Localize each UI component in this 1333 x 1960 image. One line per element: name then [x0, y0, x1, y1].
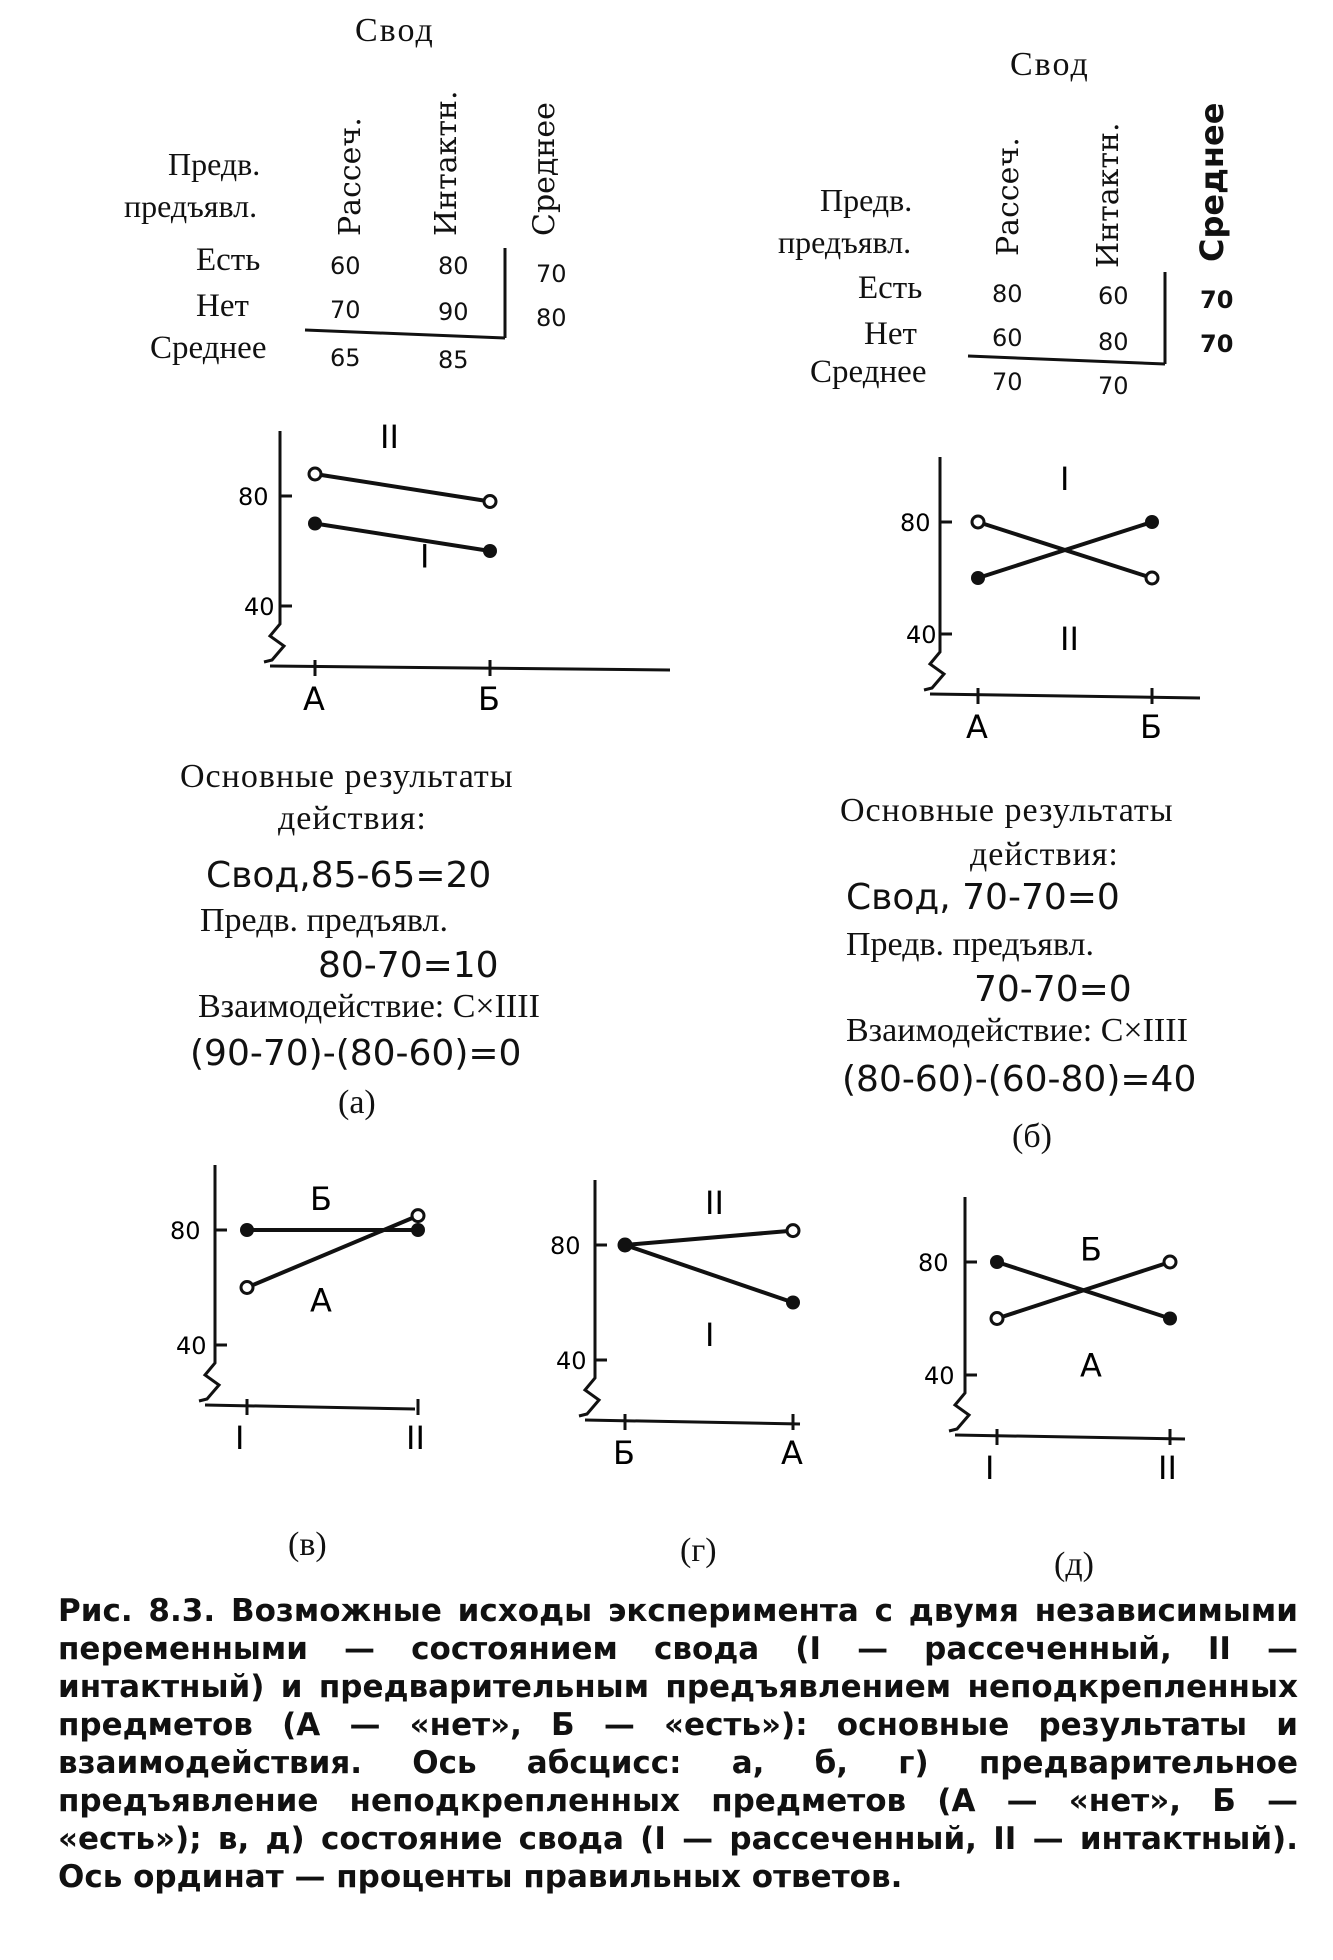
- chart-d-ytick-label-40: 40: [924, 1362, 955, 1390]
- chart-d-series-1-point-0: [991, 1313, 1003, 1325]
- chart-a-x-axis: [270, 666, 670, 670]
- chart-b-category-0: А: [966, 708, 988, 746]
- chart-a-series-0-point-1: [484, 496, 496, 508]
- table-a-row1-mean: 70: [536, 260, 567, 288]
- chart-b-series-1-point-0: [972, 516, 984, 528]
- chart-g-category-1: А: [781, 1434, 803, 1472]
- table-a-row2-v2: 90: [438, 298, 469, 326]
- results-b-line-4: Взаимодействие: C×IIII: [846, 1012, 1188, 1049]
- table-b-row2-v2: 80: [1098, 328, 1129, 356]
- panel-v-label: (в): [288, 1526, 327, 1563]
- chart-v-x-axis: [205, 1405, 415, 1409]
- table-b-col-intaktn: Интактн.: [1091, 122, 1126, 268]
- table-b-row2-v1: 60: [992, 324, 1023, 352]
- table-b-rowhdr-1: Предв.: [820, 182, 913, 218]
- figure-caption: [58, 1592, 1298, 1896]
- chart-v-series-1-point-1: [412, 1210, 424, 1222]
- chart-g-series-0-label: II: [705, 1183, 724, 1222]
- results-b-line-3: 70-70=0: [974, 969, 1132, 1010]
- table-b-mean-label: Среднее: [810, 354, 927, 390]
- chart-v-series-0-point-0: [240, 1223, 254, 1237]
- chart-a-series-1-point-0: [308, 517, 322, 531]
- chart-g-series-1-point-0: [618, 1238, 632, 1252]
- chart-b-x-axis: [930, 694, 1200, 698]
- chart-g-ytick-label-40: 40: [556, 1347, 587, 1375]
- chart-a-ytick-label-80: 80: [238, 483, 269, 511]
- chart-g-y-axis: [579, 1180, 599, 1416]
- table-a-col-mean: Среднее: [527, 102, 562, 236]
- panel-g-label: (г): [680, 1532, 717, 1569]
- chart-b-series-1-label: II: [1060, 620, 1079, 658]
- table-a-col-rassech: Рассеч.: [333, 117, 368, 236]
- chart-b-y-axis: [924, 457, 944, 690]
- table-a-mean-label: Среднее: [150, 330, 267, 366]
- chart-v-y-axis: [199, 1165, 219, 1401]
- chart-g-series-0-line: [625, 1231, 793, 1245]
- chart-v-series-1-line: [247, 1216, 418, 1288]
- chart-b-series-1-point-1: [1146, 572, 1158, 584]
- chart-d-series-1-label: А: [1080, 1346, 1102, 1385]
- chart-d-x-axis: [955, 1435, 1185, 1439]
- chart-b-series-0-point-1: [1145, 515, 1159, 529]
- table-a-rowhdr-1: Предв.: [168, 146, 261, 182]
- chart-d-series-0-point-1: [1163, 1312, 1177, 1326]
- chart-g-category-0: Б: [613, 1434, 635, 1472]
- chart-v-category-1: II: [406, 1419, 425, 1457]
- table-a-mean-v1: 65: [330, 344, 361, 372]
- chart-d-category-1: II: [1158, 1449, 1177, 1487]
- chart-a-series-1-label: I: [420, 537, 430, 576]
- chart-v-series-1-label: А: [310, 1281, 332, 1320]
- chart-d-series-0-label: Б: [1080, 1230, 1102, 1269]
- table-b-col-rassech: Рассеч.: [991, 137, 1026, 256]
- table-a-row2-v1: 70: [330, 296, 361, 324]
- chart-v-series-0-label: Б: [310, 1180, 332, 1218]
- table-b-col-mean: Среднее: [1193, 102, 1231, 262]
- chart-b-ytick-label-80: 80: [900, 509, 931, 537]
- table-b-mean-v1: 70: [992, 368, 1023, 396]
- chart-b-category-1: Б: [1140, 708, 1162, 746]
- chart-d-series-1-point-1: [1164, 1256, 1176, 1268]
- table-a-row1-label: Есть: [196, 242, 261, 278]
- chart-a-series-1-point-1: [483, 544, 497, 558]
- results-b-line-5: (80-60)-(60-80)=40: [842, 1059, 1197, 1100]
- chart-v-ytick-label-80: 80: [170, 1217, 201, 1245]
- figure-caption-text: Возможные исходы эксперимента с двумя независимыми переменными — состоянием свода (I — рассеченный, II — интактный) и предварительным предъявлением неподкрепленных предметов (А — «нет», Б — «есть»): основные результаты и взаимодействия. Ось абсцисс: а, б, г) предварительное предъявление неподкрепленных предметов (А — «нет», Б — «есть»); в, д) состояние свода (I — рассеченный, II — интактный). Ось ординат — проценты правильных ответов.: [58, 1593, 1298, 1895]
- panel-a-label: (а): [338, 1084, 376, 1121]
- table-a-row2-mean: 80: [536, 304, 567, 332]
- table-a-row2-label: Нет: [196, 288, 249, 324]
- chart-d-y-axis: [949, 1197, 969, 1431]
- results-b-title-2: действия:: [970, 836, 1119, 873]
- chart-v-series-1-point-0: [241, 1282, 253, 1294]
- results-a-line-5: (90-70)-(80-60)=0: [190, 1033, 522, 1074]
- chart-d-series-0-point-0: [990, 1255, 1004, 1269]
- chart-v-series-0-point-1: [411, 1223, 425, 1237]
- chart-a-series-1-line: [315, 524, 490, 552]
- chart-v-ytick-label-40: 40: [176, 1332, 207, 1360]
- table-a-row1-v1: 60: [330, 252, 361, 280]
- chart-d-ytick-label-80: 80: [918, 1249, 949, 1277]
- chart-g-x-axis: [585, 1420, 800, 1424]
- table-b-mean-v2: 70: [1098, 372, 1129, 400]
- results-a-title-1: Основные результаты: [180, 758, 514, 795]
- table-b-row1-mean: 70: [1200, 286, 1234, 314]
- chart-g-series-1-label: I: [705, 1315, 715, 1354]
- chart-a-category-1: Б: [478, 680, 500, 718]
- table-b-row2-label: Нет: [864, 316, 917, 352]
- chart-b-ytick-label-40: 40: [906, 621, 937, 649]
- results-b-line-2: Предв. предъявл.: [846, 926, 1094, 963]
- table-b-row1-label: Есть: [858, 270, 923, 306]
- table-b-header: Свод: [1010, 46, 1090, 83]
- table-b-row1-v1: 80: [992, 280, 1023, 308]
- results-b-title-1: Основные результаты: [840, 792, 1174, 829]
- chart-a-series-0-line: [315, 474, 490, 502]
- table-b-row2-mean: 70: [1200, 330, 1234, 358]
- chart-b-series-0-point-0: [971, 571, 985, 585]
- chart-g-ytick-label-80: 80: [550, 1232, 581, 1260]
- chart-d-category-0: I: [985, 1449, 995, 1487]
- table-a-row1-v2: 80: [438, 252, 469, 280]
- chart-a-category-0: А: [303, 680, 325, 718]
- results-a-line-1: Свод,85-65=20: [206, 855, 492, 896]
- results-a-title-2: действия:: [278, 800, 427, 837]
- chart-a-ytick-label-40: 40: [244, 593, 275, 621]
- figure-caption-label: Рис. 8.3.: [58, 1593, 216, 1629]
- table-a-col-intaktn: Интактн.: [429, 90, 464, 236]
- results-a-line-3: 80-70=10: [318, 945, 499, 986]
- table-b-row1-v2: 60: [1098, 282, 1129, 310]
- table-b-rowhdr-2: предъявл.: [778, 224, 912, 260]
- table-a-header: Свод: [355, 12, 435, 49]
- chart-v-category-0: I: [235, 1419, 245, 1457]
- chart-b-series-0-label: I: [1060, 460, 1070, 498]
- chart-g-series-1-line: [625, 1245, 793, 1303]
- panel-b-label: (б): [1012, 1118, 1052, 1155]
- chart-g-series-1-point-1: [786, 1296, 800, 1310]
- results-a-line-4: Взаимодействие: C×IIII: [198, 988, 540, 1025]
- table-a-mean-v2: 85: [438, 346, 469, 374]
- chart-a-series-0-point-0: [309, 468, 321, 480]
- table-a-rowhdr-2: предъявл.: [124, 188, 258, 224]
- panel-d-label: (д): [1054, 1546, 1094, 1583]
- results-a-line-2: Предв. предъявл.: [200, 902, 448, 939]
- chart-a-y-axis: [264, 431, 284, 662]
- chart-g-series-0-point-1: [787, 1225, 799, 1237]
- results-b-line-1: Свод, 70-70=0: [846, 877, 1120, 918]
- chart-a-series-0-label: II: [380, 417, 399, 456]
